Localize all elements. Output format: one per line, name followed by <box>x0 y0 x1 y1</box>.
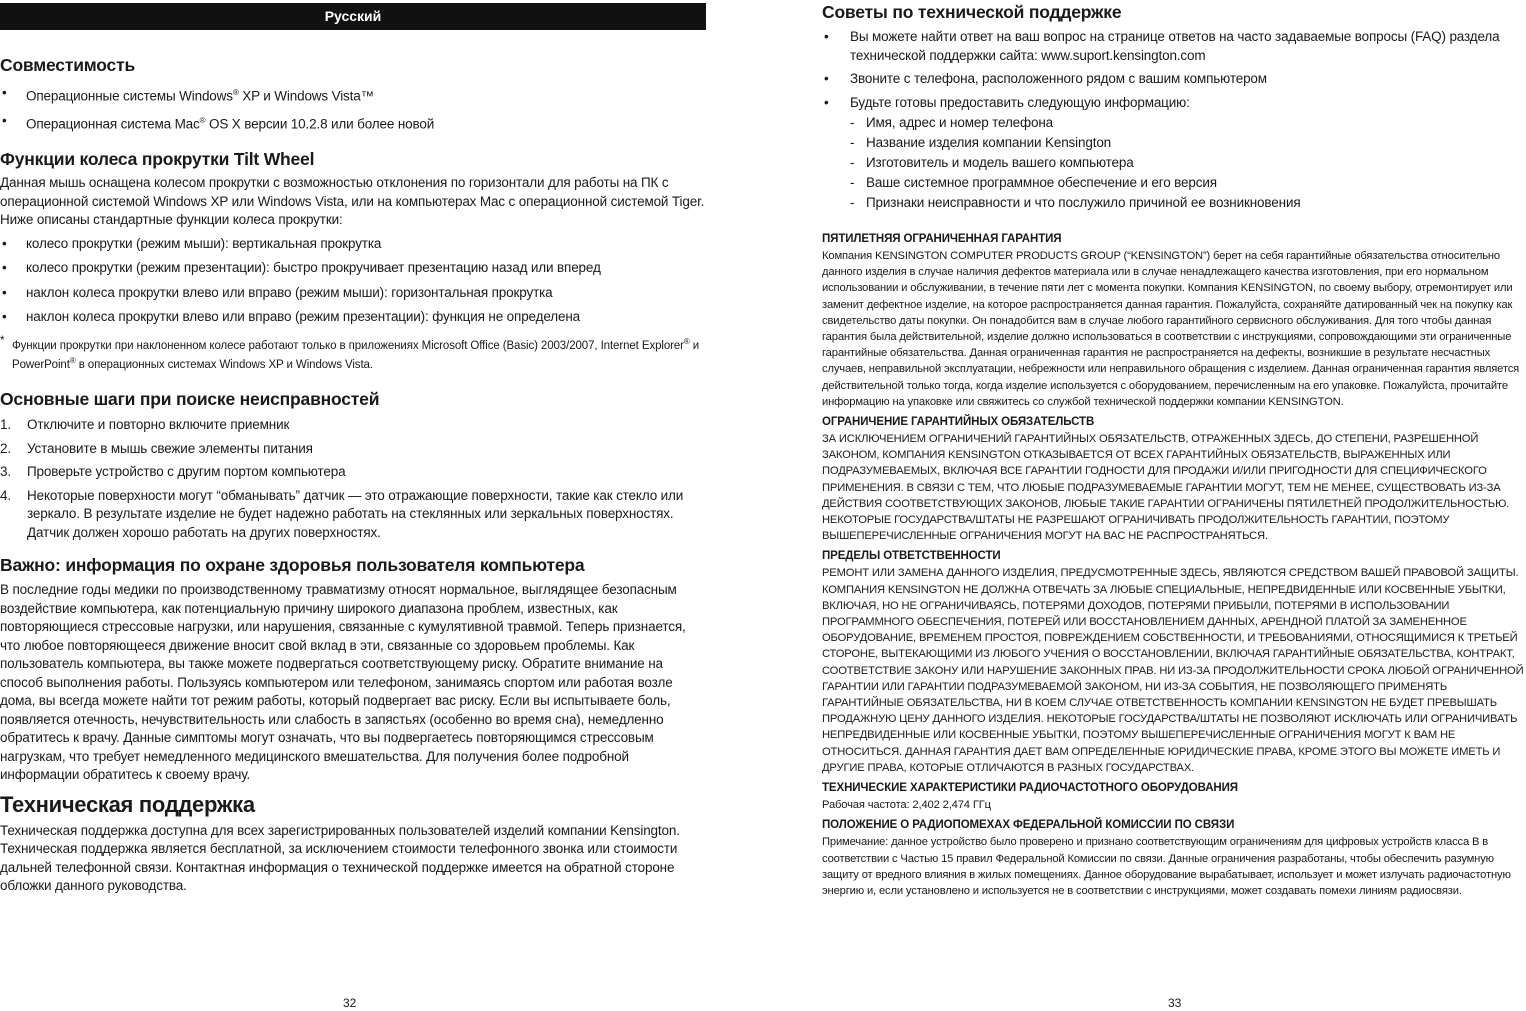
disclaimer-heading: ОГРАНИЧЕНИЕ ГАРАНТИЙНЫХ ОБЯЗАТЕЛЬСТВ <box>822 416 1095 429</box>
tilt-wheel-footnote: * Функции прокрутки при наклоненном колесе работают только в приложениях Microsoft Office (Basic) 2003/2007, Internet Explorer® и PowerPoint® в операционных системах Windows XP и Windows Vista. <box>0 334 700 372</box>
list-item: 4. Некоторые поверхности могут “обманывать” датчик — это отражающие поверхности, такие как стекло или зеркало. В результате изделие не будет надежно работать на стеклянных или зеркальных поверхностях. Датчик должен хорошо работать на других поверхностях. <box>0 487 684 540</box>
list-item: - Изготовитель и модель вашего компьютера <box>822 153 1526 173</box>
list-item: • наклон колеса прокрутки влево или вправо (режим презентации): функция не определена <box>0 308 706 327</box>
support-info-list <box>822 113 1526 213</box>
list-item: • Вы можете найти ответ на ваш вопрос на странице ответов на часто задаваемые вопросы (FAQ) раздела технической поддержки сайта: www.suport.kensington.com <box>822 28 1526 65</box>
compatibility-list <box>0 84 706 134</box>
page-number: 33 <box>1168 996 1182 1010</box>
list-item: 1. Отключите и повторно включите приемник <box>0 417 290 433</box>
health-text: В последние годы медики по производственному травматизму относят нормальное, выглядящее безопасным воздействие компьютера, как потенциальную причину широкого диапазона проблем, известных, как повторяющиеся стрессовые нагрузки, или нарушения, связанные с кумулятивной травмой. Теперь признается, что любое повторяющееся движение вносит свой вклад в эти, связанные со здоровьем проблемы. Как пользователь компьютера, вы также можете подвергаться соответствующему риску. Обратите внимание на способ выполнения работы. Пользуясь компьютером или телефоном, занимаясь спортом или работая возле дома, вы всегда можете найти тот режим работы, который подвергает вас риску. Если вы испытываете боль, появляется отечность, нечувствительность или слабость в запястьях (особенно во время сна), немедленно обратитесь к врачу. Данные симптомы могут означать, что вы подвергаетесь повторяющимся стрессовым нагрузкам, что требует немедленного медицинского вмешательства. Для получения более подробной информации обратитесь к своему врачу. <box>0 582 686 783</box>
list-item: • Звоните с телефона, расположенного рядом с вашим компьютером <box>822 70 1526 89</box>
health-heading: Важно: информация по охране здоровья пользователя компьютера <box>0 555 585 576</box>
support-tips-heading: Советы по технической поддержке <box>822 2 1122 22</box>
troubleshooting-list <box>0 416 706 542</box>
list-item: • Будьте готовы предоставить следующую информацию: <box>822 94 1526 113</box>
disclaimer-text: ЗА ИСКЛЮЧЕНИЕМ ОГРАНИЧЕНИЙ ГАРАНТИЙНЫХ ОБЯЗАТЕЛЬСТВ, ОТРАЖЕННЫХ ЗДЕСЬ, ДО СТЕПЕНИ, РАЗРЕШЕННОЙ ЗАКОНОМ, КОМПАНИЯ KENSINGTON ОТКАЗЫВАЕТСЯ ОТ ВСЕХ ГАРАНТИЙНЫХ ОБЯЗАТЕЛЬСТВ, ВЫРАЖЕННЫХ ИЛИ ПОДРАЗУМЕВАЕМЫХ, ВКЛЮЧАЯ ВСЕ ГАРАНТИИ ГОДНОСТИ ДЛЯ ПРОДАЖИ И/ИЛИ ПРИГОДНОСТИ ДЛЯ СПЕЦИФИЧЕСКОГО ПРИМЕНЕНИЯ. В СВЯЗИ С ТЕМ, ЧТО ЛЮБЫЕ ПОДРАЗУМЕВАЕМЫЕ ГАРАНТИИ МОГУТ, ТЕМ НЕ МЕНЕЕ, СУЩЕСТВОВАТЬ ИЗ-ЗА ДЕЙСТВИЯ СООТВЕТСТВУЮЩИХ ЗАКОНОВ, ЛЮБЫЕ ТАКИЕ ГАРАНТИИ ОГРАНИЧЕНЫ ПЯТИЛЕТНЕЙ ПРОДОЛЖИТЕЛЬНОСТЬЮ. НЕКОТОРЫЕ ГОСУДАРСТВА/ШТАТЫ НЕ РАЗРЕШАЮТ ОГРАНИЧИВАТЬ ПРОДОЛЖИТЕЛЬНОСТЬ ГАРАНТИИ, ПОЭТОМУ ВЫШЕПЕРЕЧИСЛЕННЫЕ ОГРАНИЧЕНИЯ МОГУТ НА ВАС НЕ РАСПРОСТРАНЯТЬСЯ. <box>822 433 1510 543</box>
tech-support-heading: Техническая поддержка <box>0 791 255 817</box>
list-item: 2. Установите в мышь свежие элементы питания <box>0 440 313 456</box>
page-number: 32 <box>343 996 357 1010</box>
right-page <box>822 0 1526 1010</box>
rf-specs-heading: ТЕХНИЧЕСКИЕ ХАРАКТЕРИСТИКИ РАДИОЧАСТОТНОГО ОБОРУДОВАНИЯ <box>822 782 1238 795</box>
list-item: 3. Проверьте устройство с другим портом компьютера <box>0 464 346 480</box>
liability-heading: ПРЕДЕЛЫ ОТВЕТСТВЕННОСТИ <box>822 550 1001 563</box>
list-item: - Имя, адрес и номер телефона <box>822 113 1526 133</box>
liability-text: РЕМОНТ ИЛИ ЗАМЕНА ДАННОГО ИЗДЕЛИЯ, ПРЕДУСМОТРЕННЫЕ ЗДЕСЬ, ЯВЛЯЮТСЯ СРЕДСТВОМ ВАШЕЙ ПРАВОВОЙ ЗАЩИТЫ. КОМПАНИЯ KENSINGTON НЕ ДОЛЖНА ОТВЕЧАТЬ ЗА ЛЮБЫЕ СПЕЦИАЛЬНЫЕ, НЕПРЕДВИДЕННЫЕ ИЛИ КОСВЕННЫЕ УБЫТКИ, ВКЛЮЧАЯ, НО НЕ ОГРАНИЧИВАЯСЬ, ПОТЕРЯМИ ДОХОДОВ, ПОТЕРЯМИ ПРИБЫЛИ, ПОТЕРЯМИ В ИСПОЛЬЗОВАНИИ ПРОГРАММНОГО ОБЕСПЕЧЕНИЯ, ПОТЕРЕЙ ИЛИ ВОССТАНОВЛЕНИЕМ ДАННЫХ, АРЕНДНОЙ ПЛАТОЙ ЗА ЗАМЕНЕННОЕ ОБОРУДОВАНИЕ, ВРЕМЕНЕМ ПРОСТОЯ, ПОВРЕЖДЕНИЕМ СОБСТВЕННОСТИ, И ТРЕБОВАНИЯМИ, ОТНОСЯЩИМИСЯ К ТРЕТЬЕЙ СТОРОНЕ, ВЫТЕКАЮЩИМИ ИЗ ЛЮБОГО УЧЕНИЯ О ВОССТАНОВЛЕНИИ, ВКЛЮЧАЯ ГАРАНТИЙНЫЕ ОБЯЗАТЕЛЬСТВА, КОНТРАКТ, СООТВЕТСТВИЕ ЗАКОНУ ИЛИ НАРУШЕНИЕ ЗАКОННЫХ ПРАВ. НИ ИЗ-ЗА ПРОДОЛЖИТЕЛЬНОСТИ СРОКА ЛЮБОЙ ОГРАНИЧЕННОЙ ГАРАНТИИ ИЛИ ГАРАНТИИ ПОДРАЗУМЕВАЕМОЙ ЗАКОНОМ, НИ ИЗ-ЗА СОБЫТИЯ, НЕ ПОЗВОЛЯЮЩЕГО ПРИМЕНЯТЬ ГАРАНТИЙНЫЕ ОБЯЗАТЕЛЬСТВА, НИ В КОЕМ СЛУЧАЕ ОТВЕТСТВЕННОСТЬ КОМПАНИИ KENSINGTON НЕ БУДЕТ ПРЕВЫШАТЬ ПРОДАЖНУЮ ЦЕНУ ДАННОГО ИЗДЕЛИЯ. НЕКОТОРЫЕ ГОСУДАРСТВА/ШТАТЫ НЕ ПОЗВОЛЯЮТ ИСКЛЮЧАТЬ ИЛИ ОГРАНИЧИВАТЬ НЕПРЕДВИДЕННЫЕ ИЛИ КОСВЕННЫЕ УБЫТКИ, ПОЭТОМУ ВЫШЕПЕРЕЧИСЛЕННЫЕ ОГРАНИЧЕНИЯ МОГУТ К ВАМ НЕ ОТНОСИТЬСЯ. ДАННАЯ ГАРАНТИЯ ДАЕТ ВАМ ОПРЕДЕЛЕННЫЕ ЮРИДИЧЕСКИЕ ПРАВА, КРОМЕ ЭТОГО ВЫ МОЖЕТЕ ИМЕТЬ И ДРУГИЕ ПРАВА, КОТОРЫЕ ОТЛИЧАЮТСЯ В РАЗНЫХ ГОСУДАРСТВАХ. <box>822 567 1524 774</box>
list-item: • колесо прокрутки (режим презентации): быстро прокручивает презентацию назад или вперед <box>0 259 706 278</box>
list-item: - Название изделия компании Kensington <box>822 133 1526 153</box>
tech-support-text: Техническая поддержка доступна для всех зарегистрированных пользователей изделий компании Kensington. Техническая поддержка является бесплатной, за исключением стоимости телефонного звонка или стоимости дальней телефонной связи. Контактная информация о технической поддержке имеется на обратной стороне обложки данного руководства. <box>0 822 680 894</box>
support-tips-list <box>822 28 1526 112</box>
tilt-wheel-list <box>0 235 706 327</box>
warranty-heading: ПЯТИЛЕТНЯЯ ОГРАНИЧЕННАЯ ГАРАНТИЯ <box>822 233 1062 245</box>
fcc-heading: ПОЛОЖЕНИЕ О РАДИОПОМЕХАХ ФЕДЕРАЛЬНОЙ КОМИССИИ ПО СВЯЗИ <box>822 819 1235 832</box>
list-item: • наклон колеса прокрутки влево или вправо (режим мыши): горизонтальная прокрутка <box>0 284 706 303</box>
list-item: - Ваше системное программное обеспечение и его версия <box>822 173 1526 193</box>
list-item: • колесо прокрутки (режим мыши): вертикальная прокрутка <box>0 235 706 254</box>
language-bar: Русский <box>0 3 706 30</box>
rf-specs-text: Рабочая частота: 2,402 2,474 ГГц <box>822 799 991 812</box>
compatibility-heading: Совместимость <box>0 55 135 75</box>
left-page <box>0 0 706 1010</box>
fcc-text: Примечание: данное устройство было проверено и признано соответствующим ограничениям для цифровых устройств класса B в соответствии с Частью 15 правил Федеральной Комиссии по связи. Данные ограничения разработаны, чтобы обеспечить разумную защиту от вредного влияния в жилых помещениях. Данное оборудование вырабатывает, использует и может излучать радиочастотную энергию и, если установлено и используется не в соответствии с инструкциями, может создавать помехи линиям радиосвязи. <box>822 836 1511 897</box>
list-item: • Операционная система Mac® OS X версии 10.2.8 или более новой <box>0 112 706 134</box>
warranty-text: Компания KENSINGTON COMPUTER PRODUCTS GROUP (“KENSINGTON”) берет на себя гарантийные обязательства относительно данного изделия в случае наличия дефектов материала или в случае ненадлежащего качества изготовления, при его нормальном использовании и обслуживании, в течение пяти лет с момента покупки. Компания KENSINGTON, по своему выбору, отремонтирует или заменит дефектное изделие, на которое распространяется данная гарантия. Пожалуйста, сохраняйте датированный чек на покупку как свидетельство даты покупки. Он понадобится вам в случае любого гарантийного сервисного обслуживания. Для того чтобы данная гарантия была действительной, изделие должно использоваться в соответствии с инструкциями, сопровождающими эти ограниченные гарантийные обязательства. Данная ограниченная гарантия не распространяется на дефекты, возникшие в результате несчастных случаев, неправильной эксплуатации, небрежности или неправильного обращения с изделием. Данная ограниченная гарантия является действительной только тогда, когда изделие используется с оборудованием, перечисленным на его упаковке. Пожалуйста, прочитайте информацию на упаковке или свяжитесь со службой технической поддержки компании KENSINGTON. <box>822 250 1520 408</box>
list-item: - Признаки неисправности и что послужило причиной ее возникновения <box>822 193 1526 213</box>
list-item: • Операционные системы Windows® XP и Windows Vista™ <box>0 84 706 106</box>
troubleshooting-heading: Основные шаги при поиске неисправностей <box>0 389 380 410</box>
tilt-wheel-intro: Данная мышь оснащена колесом прокрутки с возможностью отклонения по горизонтали для работы на ПК с операционной системой Windows XP или Windows Vista, или на компьютерах Mac с операционной системой Tiger. Ниже описаны стандартные функции колеса прокрутки: <box>0 175 705 227</box>
tilt-wheel-heading: Функции колеса прокрутки Tilt Wheel <box>0 149 315 169</box>
